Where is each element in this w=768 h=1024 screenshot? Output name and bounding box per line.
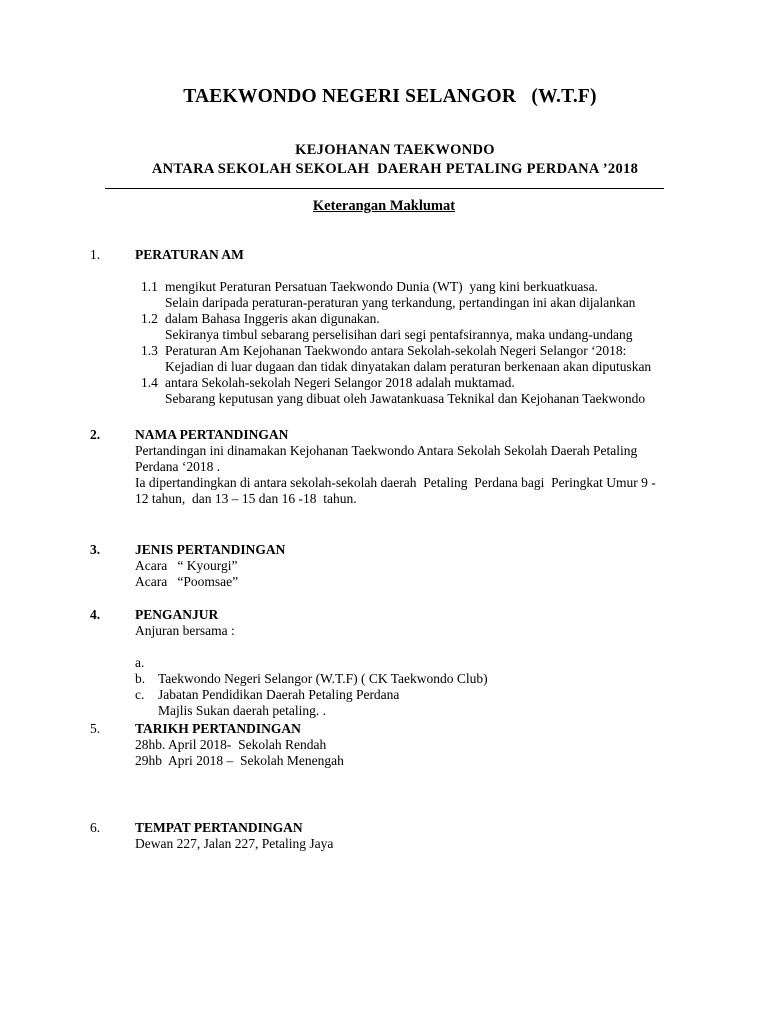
document-title: TAEKWONDO NEGERI SELANGOR (W.T.F): [183, 86, 597, 107]
body-line: Dewan 227, Jalan 227, Petaling Jaya: [135, 836, 334, 851]
event-subtitle-detail: ANTARA SEKOLAH SEKOLAH DAERAH PETALING PERDANA ’2018: [151, 161, 639, 177]
body-line: Acara “Poomsae”: [135, 574, 239, 589]
section-body: [135, 836, 675, 852]
body-line: 29hb Apri 2018 – Sekolah Menengah: [135, 753, 344, 768]
section-body: [135, 737, 675, 769]
body-line: 28hb. April 2018- Sekolah Rendah: [135, 737, 327, 752]
body-line: Acara “ Kyourgi”: [135, 558, 238, 573]
list-letter: a.: [135, 655, 145, 670]
section-number: 4.: [90, 607, 101, 622]
sub-item-continuation: dalam Bahasa Inggeris akan digunakan.: [165, 311, 380, 326]
sub-item-number: 1.2: [141, 311, 158, 326]
sub-item-number: 1.3: [141, 343, 158, 358]
horizontal-rule: [105, 188, 664, 189]
section-title: TARIKH PERTANDINGAN: [135, 721, 301, 736]
list-text: Jabatan Pendidikan Daerah Petaling Perdana: [158, 687, 400, 702]
section-title: PERATURAN AM: [135, 247, 244, 262]
section-body: [135, 558, 675, 590]
body-line: Anjuran bersama :: [135, 623, 235, 638]
sub-item-continuation: Peraturan Am Kejohanan Taekwondo antara Sekolah-sekolah Negeri Selangor ‘2018:: [165, 343, 627, 358]
section-number: 1.: [90, 247, 101, 262]
sub-item-text: Sebarang keputusan yang dibuat oleh Jawatankuasa Teknikal dan Kejohanan Taekwondo: [165, 391, 646, 406]
event-subtitle: KEJOHANAN TAEKWONDO: [295, 142, 495, 158]
list-letter: c.: [135, 687, 145, 702]
list-item: [135, 639, 675, 686]
section-body: [135, 263, 675, 406]
sub-item-text: Sekiranya timbul sebarang perselisihan dari segi pentafsirannya, maka undang-undang: [165, 327, 633, 342]
list-letter: b.: [135, 671, 146, 686]
section-number: 5.: [90, 721, 101, 736]
section-body: [135, 443, 675, 507]
section-number: 2.: [90, 427, 101, 442]
section-title: TEMPAT PERTANDINGAN: [135, 820, 303, 835]
section-body: [135, 623, 675, 718]
list-text: Majlis Sukan daerah petaling. .: [158, 703, 326, 718]
sub-item-continuation: antara Sekolah-sekolah Negeri Selangor 2018 adalah muktamad.: [165, 375, 515, 390]
body-line: Ia dipertandingkan di antara sekolah-sekolah daerah Petaling Perdana bagi Peringkat Umur 9 -: [135, 475, 656, 490]
section-number: 3.: [90, 542, 101, 557]
sub-item-text: Selain daripada peraturan-peraturan yang terkandung, pertandingan ini akan dijalankan: [165, 295, 636, 310]
section-heading: Keterangan Maklumat: [312, 198, 456, 214]
list-text: Taekwondo Negeri Selangor (W.T.F) ( CK Taekwondo Club): [158, 671, 488, 686]
section-title: PENGANJUR: [135, 607, 219, 622]
body-line: Perdana ‘2018 .: [135, 459, 221, 474]
sub-item-text: Kejadian di luar dugaan dan tidak dinyatakan dalam peraturan berkenaan akan diputuskan: [165, 359, 652, 374]
sub-item-number: 1.1: [141, 279, 158, 294]
section-title: JENIS PERTANDINGAN: [135, 542, 286, 557]
section-number: 6.: [90, 820, 101, 835]
body-line: 12 tahun, dan 13 – 15 dan 16 -18 tahun.: [135, 491, 357, 506]
sub-item-continuation: mengikut Peraturan Persatuan Taekwondo Dunia (WT) yang kini berkuatkuasa.: [165, 279, 598, 294]
section-title: NAMA PERTANDINGAN: [135, 427, 289, 442]
body-line: Pertandingan ini dinamakan Kejohanan Taekwondo Antara Sekolah Sekolah Daerah Petaling: [135, 443, 638, 458]
sub-item-number: 1.4: [141, 375, 158, 390]
